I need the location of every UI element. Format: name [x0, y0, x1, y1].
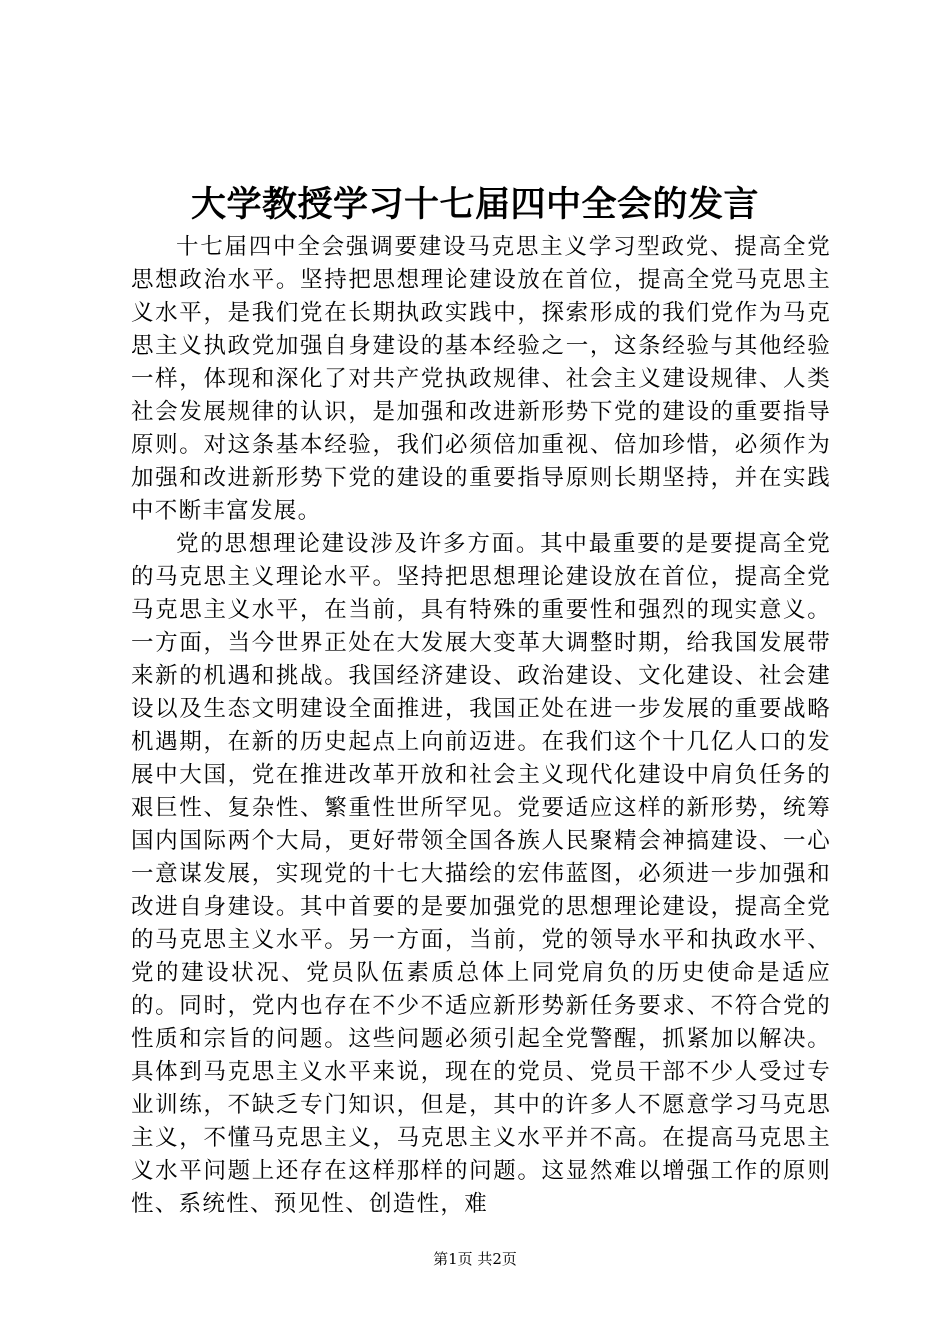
paragraph-2: 党的思想理论建设涉及许多方面。其中最重要的是要提高全党的马克思主义理论水平。坚持把思想理论建设放在首位，提高全党马克思主义水平，在当前，具有特殊的重要性和强烈的现实意义。一方面，当今世界正处在大发展大变革大调整时期，给我国发展带来新的机遇和挑战。我国经济建设、政治建设、文化建设、社会建设以及生态文明建设全面推进，我国正处在进一步发展的重要战略机遇期，在新的历史起点上向前迈进。在我们这个十几亿人口的发展中大国，党在推进改革开放和社会主义现代化建设中肩负任务的艰巨性、复杂性、繁重性世所罕见。党要适应这样的新形势，统筹国内国际两个大局，更好带领全国各族人民聚精会神搞建设、一心一意谋发展，实现党的十七大描绘的宏伟蓝图，必须进一步加强和改进自身建设。其中首要的是要加强党的思想理论建设，提高全党的马克思主义水平。另一方面，当前，党的领导水平和执政水平、党的建设状况、党员队伍素质总体上同党肩负的历史使命是适应的。同时，党内也存在不少不适应新形势新任务要求、不符合党的性质和宗旨的问题。这些问题必须引起全党警醒，抓紧加以解决。具体到马克思主义水平来说，现在的党员、党员干部不少人受过专业训练，不缺乏专门知识，但是，其中的许多人不愿意学习马克思主义，不懂马克思主义，马克思主义水平并不高。在提高马克思主义水平问题上还存在这样那样的问题。这显然难以增强工作的原则性、系统性、预见性、创造性，难: [131, 531, 831, 1217]
document-body: [131, 231, 831, 1221]
page-footer: 第1页 共2页: [433, 1250, 517, 1268]
paragraph-1: 十七届四中全会强调要建设马克思主义学习型政党、提高全党思想政治水平。坚持把思想理论建设放在首位，提高全党马克思主义水平，是我们党在长期执政实践中，探索形成的我们党作为马克思主义执政党加强自身建设的基本经验之一，这条经验与其他经验一样，体现和深化了对共产党执政规律、社会主义建设规律、人类社会发展规律的认识，是加强和改进新形势下党的建设的重要指导原则。对这条基本经验，我们必须倍加重视、倍加珍惜，必须作为加强和改进新形势下党的建设的重要指导原则长期坚持，并在实践中不断丰富发展。: [131, 234, 831, 524]
document-title: 大学教授学习十七届四中全会的发言: [190, 184, 759, 225]
